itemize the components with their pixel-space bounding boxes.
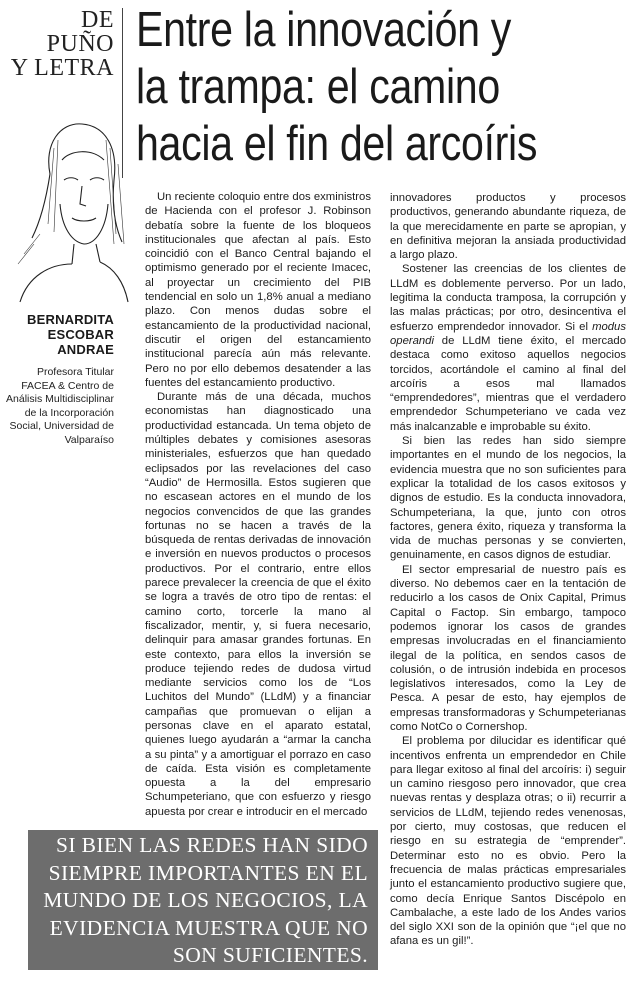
headline-line: Entre la innovación y <box>136 3 512 57</box>
author-name-line: ESCOBAR <box>47 327 114 342</box>
pull-quote <box>28 830 378 970</box>
pullquote-line: SI BIEN LAS REDES HAN SIDO <box>55 833 368 857</box>
section-label-line: PUÑO <box>46 31 114 57</box>
paragraph-text: Sostener las creencias de los clientes de LLdM es doblemente perverso. Por un lado, legitima la conducta tramposa, la corrupción y las malas prácticas; por otro, desincentiva el esfuerzo emprendedor innovador. Si el <box>390 263 626 333</box>
author-portrait <box>10 104 130 304</box>
pullquote-line: SIEMPRE IMPORTANTES EN EL <box>48 860 368 885</box>
paragraph <box>390 262 626 434</box>
headline-line: la trampa: el camino <box>136 60 500 114</box>
headline-line: hacia el fin del arcoíris <box>136 117 538 171</box>
paragraph: innovadores productos y procesos productivos, generando abundante riqueza, de la que merecidamente en parte se apropian, y en definitiva mejoran la ansiada productividad a largo plazo. <box>390 192 626 262</box>
pullquote-line: EVIDENCIA MUESTRA QUE NO <box>49 915 368 940</box>
author-bio: Profesora Titular FACEA & Centro de Análisis Multidisciplinar de la Incorporación Social, Universidad de Valparaíso <box>6 366 114 446</box>
author-name-line: ANDRAE <box>57 342 114 357</box>
paragraph: El problema por dilucidar es identificar qué incentivos enfrenta un emprendedor en Chile para llegar exitoso al final del arcoíris: i) seguir un camino riesgoso pero innovador, que crea nuevas rentas y desplaza otras; o ii) recurrir a servicios de LLdM, tejiendo redes venenosas, por cierto, muy costosas, que reducen el riesgo en su estrategia de “emprender”. Determinar esto no es obvio. Pero la frecuencia de malas prácticas empresariales junto el estancamiento productivo sugiere que, como decía Enrique Santos Discépolo en Cambalache, a este lado de los Andes varios del siglo XXI son de la opinión que “¡el que no afana es un gil!”. <box>390 735 626 948</box>
article-column-1 <box>145 190 371 819</box>
pullquote-line: MUNDO DE LOS NEGOCIOS, LA <box>43 888 368 912</box>
section-label <box>6 8 114 80</box>
section-label-line: DE <box>81 7 114 33</box>
section-label-line: Y LETRA <box>10 55 114 81</box>
paragraph: Un reciente coloquio entre dos exministros de Hacienda con el profesor J. Robinson debatía sobre la fuente de los bloqueos institucionales que afectan al país. Esto coincidió con el Banco Central bajando el optimismo generado por el reciente Imacec, al proyectar un crecimiento del PIB tendencial en solo un 1,8% anual a mediano plazo. Con menos dudas sobre el estancamiento de la productividad nacional, discutir el origen del estancamiento institucional parecía aún más relevante. Pero no por ello debemos desatender a las fuentes del estancamiento productivo. <box>145 191 371 389</box>
emphasis: modus operandi <box>390 320 626 347</box>
pullquote-line: SON SUFICIENTES. <box>172 943 368 967</box>
paragraph: Si bien las redes han sido siempre importantes en el mundo de los negocios, la evidencia muestra que no son suficientes para explicar la totalidad de los casos exitosos y dignos de estudio. Es la conducta innovadora, Schumpeteriana, la que, junto con otros factores, genera éxito, riqueza y transforma la vida de muchas personas y se convierten, genuinamente, en casos dignos de estudiar. <box>390 435 626 562</box>
article-column-2 <box>390 191 626 949</box>
author-name <box>4 312 114 357</box>
paragraph-text: de LLdM tiene éxito, el mercado destaca como exitoso aquellos negocios torcidos, acortándole el camino al final del arcoíris a esos mal llamados “emprendedores”, mientras que el verdadero emprendedor Schumpeteriano ve cada vez más inalcanzable e improbable su éxito. <box>390 334 626 433</box>
paragraph: Durante más de una década, muchos economistas han diagnosticado una productividad estancada. Un tema objeto de múltiples debates y comisiones asesoras ministeriales, esfuerzos que han quedado eclipsados por las revelaciones del caso “Audio” de Hermosilla. Estos sugieren que no escasean actores en el mundo de los negocios convencidos de que las grandes fortunas no se hacen a través de la búsqueda de rentas derivadas de innovación e inversión en nuevos productos o procesos productivos. Por el contrario, entre ellos parece prevalecer la creencia de que el éxito se logra a través de otro tipo de rentas: el camino corto, torcerle la mano al fiscalizador, mentir, y, si fuera necesario, delinquir para amasar grandes fortunas. En este contexto, para ellos la inversión se produce tejiendo redes de dudosa virtud mediante servicios como los de “Los Luchitos del Mundo” (LLdM) y a financiar campañas que promuevan o elijan a personas clave en el aparato estatal, quienes luego ayudarán a “armar la cancha a su pinta” y a amortiguar el porrazo en caso de caída. Esta visión es completamente opuesta a la del empresario Schumpeteriano, que con esfuerzo y riesgo apuesta por crear e introducir en el mercado <box>145 391 371 818</box>
paragraph: El sector empresarial de nuestro país es diverso. No debemos caer en la tentación de reducirlo a los casos de Onix Capital, Primus Capital o Factop. Sin embargo, tampoco podemos ignorar los casos de grandes empresas involucradas en el financiamiento ilegal de la política, en sendos casos de colusión, o de intrusión indebida en procesos legislativos interesados, como la Ley de Pesca. A pesar de esto, hay ejemplos de empresas transformadoras y Schumpeterianas como NotCo o Cornershop. <box>390 563 626 733</box>
author-name-line: BERNARDITA <box>27 312 114 327</box>
headline <box>136 2 631 173</box>
